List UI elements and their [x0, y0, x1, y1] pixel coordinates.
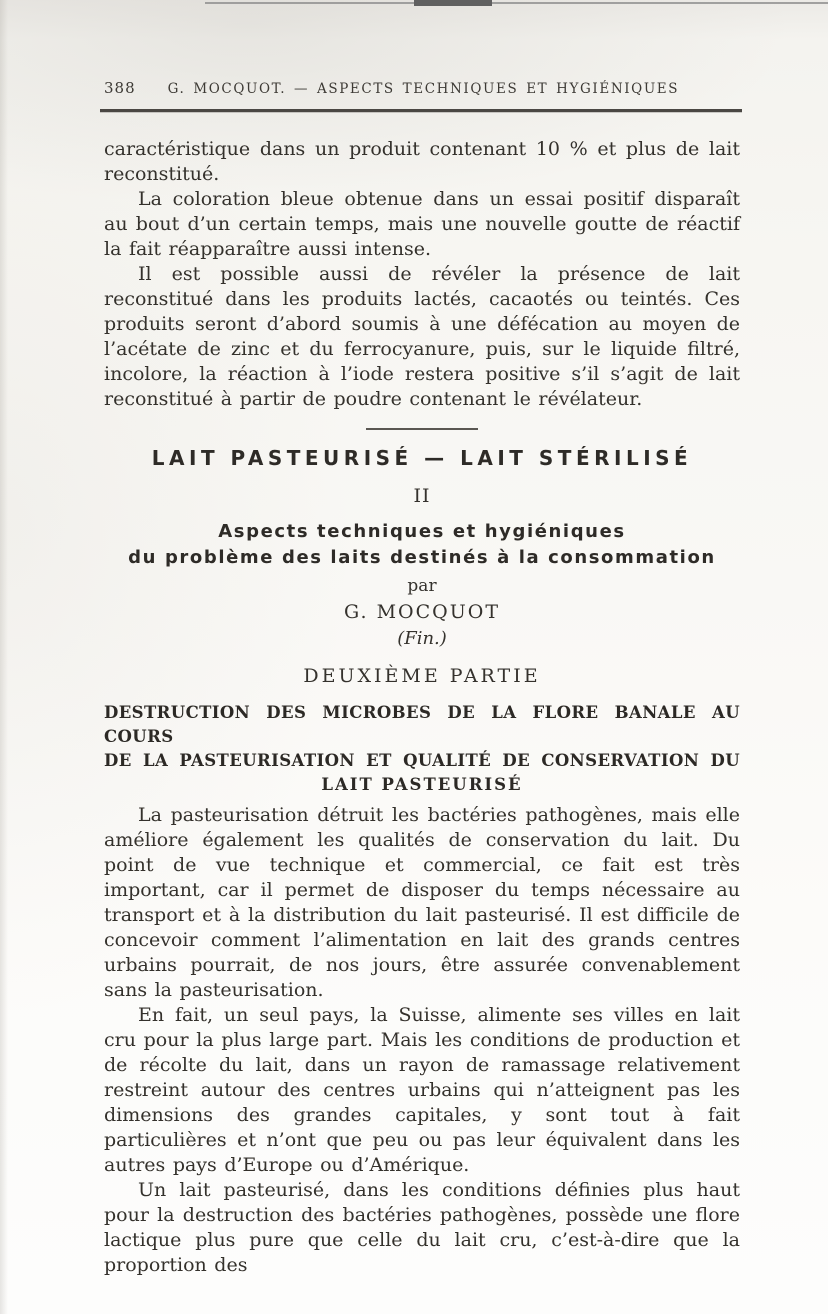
part-numeral: II — [413, 485, 431, 507]
section-heading-line-1: DESTRUCTION DES MICROBES DE LA FLORE BANALE AU COURS — [104, 703, 740, 746]
body-paragraph-3: Un lait pasteurisé, dans les conditions définies plus haut pour la destruction des bactéries pathogènes, possède une flore lactique plus pure que celle du lait cru, c’est-à-dire que la proportion des — [104, 1179, 740, 1276]
article-subtitle-line-2: du problème des laits destinés à la consommation — [128, 547, 716, 568]
scan-edge-shadow — [0, 0, 8, 1314]
section-heading — [104, 701, 740, 797]
running-title: G. MOCQUOT. — ASPECTS TECHNIQUES ET HYGIÉNIQUES — [167, 81, 680, 97]
intro-paragraph-2: La coloration bleue obtenue dans un essai positif disparaît au bout d’un certain temps, mais une nouvelle goutte de réactif la fait réapparaître aussi intense. — [104, 188, 740, 260]
body-paragraph-2: En fait, un seul pays, la Suisse, alimente ses villes en lait cru pour la plus large part. Mais les conditions de production et de récolte du lait, dans un rayon de ramassage relativement restreint autour des centres urbains qui n’atteignent pas les dimensions des grandes capitales, y sont tout à fait particulières et n’ont que peu ou pas leur équivalent dans les autres pays d’Europe ou d’Amérique. — [104, 1004, 740, 1176]
running-header — [104, 0, 740, 97]
header-rule — [100, 109, 742, 112]
page-content — [104, 0, 740, 1278]
page-number: 388 — [104, 79, 136, 97]
author-name: G. MOCQUOT — [344, 601, 500, 623]
section-divider — [366, 428, 478, 430]
article-title: LAIT PASTEURISÉ — LAIT STÉRILISÉ — [151, 446, 693, 470]
article-subtitle — [104, 519, 740, 571]
intro-paragraph-3: Il est possible aussi de révéler la présence de lait reconstitué dans les produits lactés, cacaotés ou teintés. Ces produits seront d’abord soumis à une défécation au moyen de l’acétate de zinc et du ferrocyanure, puis, sur le liquide filtré, incolore, la réaction à l’iode restera positive s’il s’agit de lait reconstitué à partir de poudre contenant le révélateur. — [104, 263, 740, 410]
fin-note: (Fin.) — [397, 628, 447, 649]
body-paragraph-1: La pasteurisation détruit les bactéries pathogènes, mais elle améliore également les qualités de conservation du lait. Du point de vue technique et commercial, ce fait est très important, car il permet de disposer du temps nécessaire au transport et à la distribution du lait pasteurisé. Il est difficile de concevoir comment l’alimentation en lait des grands centres urbains pourrait, de nos jours, être assurée convenablement sans la pasteurisation. — [104, 804, 740, 1001]
section-heading-line-2: DE LA PASTEURISATION ET QUALITÉ DE CONSERVATION DU — [104, 751, 740, 770]
section-heading-line-3: LAIT PASTEURISÉ — [321, 775, 523, 794]
article-subtitle-line-1: Aspects techniques et hygiéniques — [218, 521, 626, 542]
byline: par — [407, 576, 437, 596]
intro-paragraph-1: caractéristique dans un produit contenant 10 % et plus de lait reconstitué. — [104, 138, 740, 185]
part-heading: DEUXIÈME PARTIE — [303, 665, 541, 687]
